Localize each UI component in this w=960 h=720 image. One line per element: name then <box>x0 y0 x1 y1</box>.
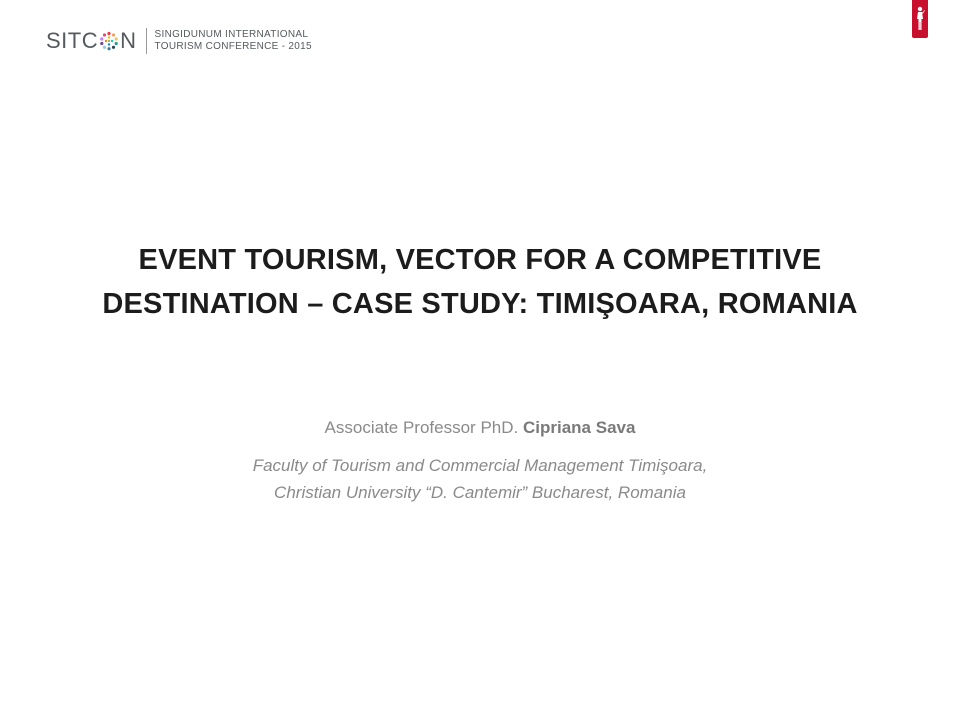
author-name: Cipriana Sava <box>522 418 636 437</box>
slide-title: EVENT TOURISM, VECTOR FOR A COMPETITIVE DESTINATION – CASE STUDY: TIMIŞOARA, ROMANIA <box>102 244 858 320</box>
sitcon-logo <box>46 24 312 58</box>
affiliation-line-1: Faculty of Tourism and Commercial Management Timişoara, <box>252 456 708 475</box>
logo-word-prefix: SITC <box>46 28 99 53</box>
logo-word-suffix: N <box>120 28 137 53</box>
corner-tag <box>912 0 928 38</box>
logo-divider <box>146 28 147 54</box>
author-line <box>70 416 890 440</box>
affiliation <box>70 452 890 506</box>
logo-subtitle <box>155 29 312 53</box>
logo-subtitle-line-2: TOURISM CONFERENCE - 2015 <box>154 41 312 52</box>
logo-wordmark <box>46 30 137 52</box>
logo-subtitle-line-1: SINGIDUNUM INTERNATIONAL <box>154 29 309 40</box>
author-prefix: Associate Professor PhD. <box>324 418 519 437</box>
globe-dots-icon <box>99 31 119 51</box>
figure-icon <box>915 5 925 33</box>
affiliation-line-2: Christian University “D. Cantemir” Bucharest, Romania <box>274 483 686 502</box>
